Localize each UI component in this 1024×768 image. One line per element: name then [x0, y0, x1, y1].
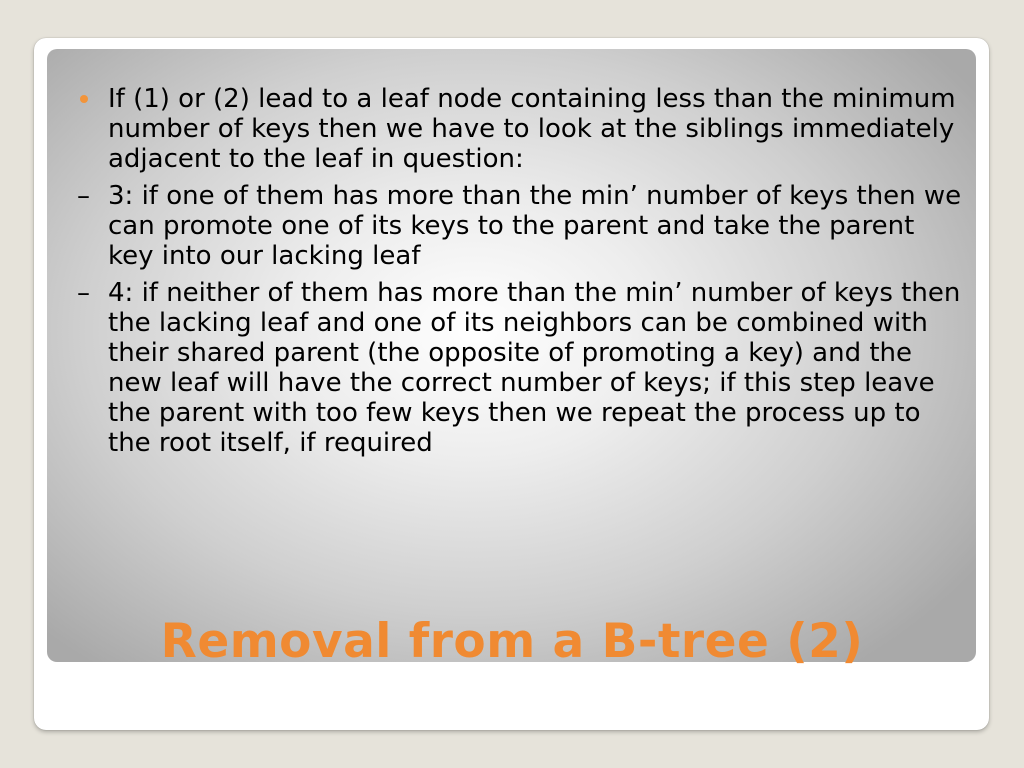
sub-bullet-item	[77, 278, 967, 458]
bullet-item	[77, 84, 967, 174]
slide-body	[77, 84, 967, 465]
dash-marker: –	[77, 181, 90, 211]
bullet-dot-icon	[80, 95, 88, 103]
sub-bullet-item	[77, 181, 967, 271]
dash-marker: –	[77, 278, 90, 308]
bullet-text: If (1) or (2) lead to a leaf node containing less than the minimum number of keys then we have to look at the siblings immediately adjacent to the leaf in question:	[108, 84, 956, 174]
sub-bullet-text: 4: if neither of them has more than the min’ number of keys then the lacking leaf and one of its neighbors can be combined with their shared parent (the opposite of promoting a key) and the new leaf will have the correct number of keys; if this step leave the parent with too few keys then we repeat the process up to the root itself, if required	[108, 278, 961, 458]
slide-title: Removal from a B-tree (2)	[160, 614, 864, 669]
sub-bullet-text: 3: if one of them has more than the min’ number of keys then we can promote one of its keys to the parent and take the parent key into our lacking leaf	[108, 181, 962, 271]
